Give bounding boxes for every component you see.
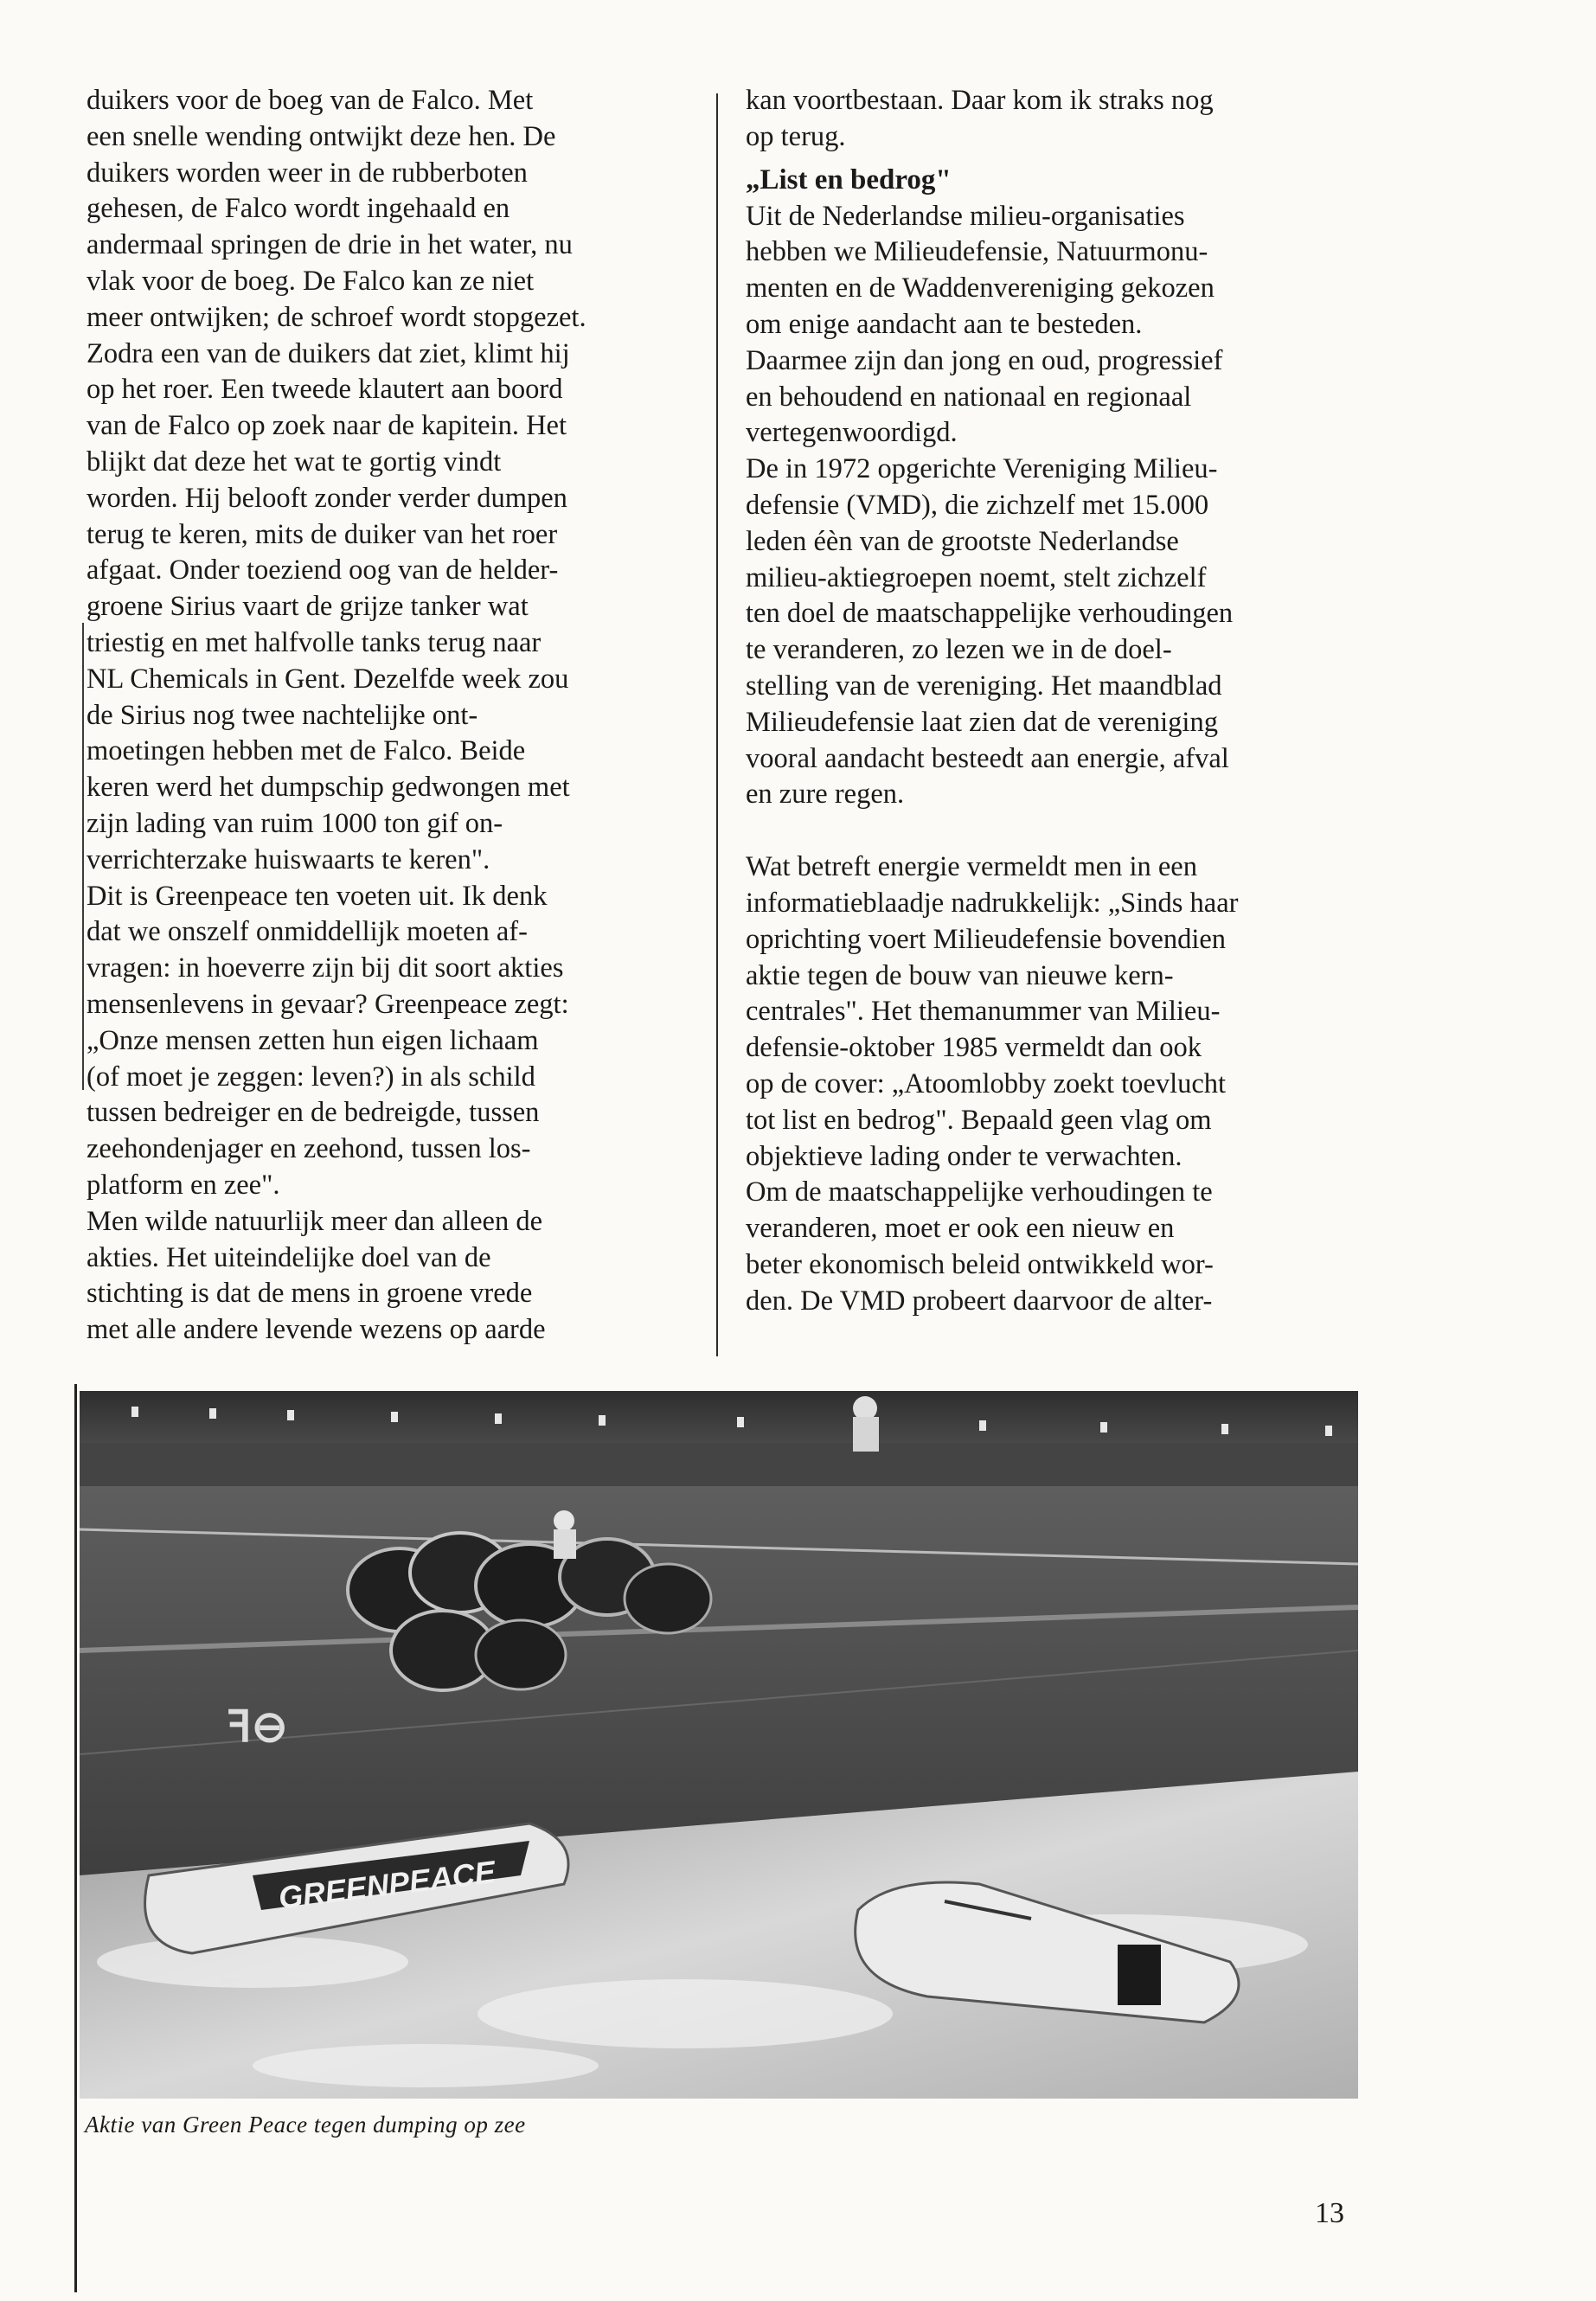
right-line: vertegenwoordigd.: [746, 417, 958, 449]
left-line: vlak voor de boeg. De Falco kan ze niet: [87, 265, 535, 297]
left-line: afgaat. Onder toeziend oog van de helder-: [87, 554, 559, 586]
right-line: objektieve lading onder te verwachten.: [746, 1140, 1183, 1172]
right-line: beter ekonomisch beleid ontwikkeld wor-: [746, 1248, 1214, 1280]
right-line: op de cover: „Atoomlobby zoekt toevlucht: [746, 1067, 1227, 1099]
boat-label: GREENPEACE: [276, 1853, 497, 1916]
right-line: Milieudefensie laat zien dat de vereniging: [746, 706, 1218, 738]
left-line: tussen bedreiger en de bedreigde, tussen: [87, 1097, 540, 1129]
right-line: hebben we Milieudefensie, Natuurmonu-: [746, 236, 1208, 268]
right-line: Uit de Nederlandse milieu-organisaties: [746, 200, 1185, 232]
left-line: keren werd het dumpschip gedwongen met: [87, 772, 570, 804]
left-line: triestig en met halfvolle tanks terug naar: [87, 626, 542, 658]
right-line: Daarmee zijn dan jong en oud, progressief: [746, 344, 1223, 376]
left-line: terug te keren, mits de duiker van het roer: [87, 518, 558, 550]
left-line: duikers voor de boeg van de Falco. Met: [87, 85, 534, 116]
left-line: worden. Hij belooft zonder verder dumpen: [87, 482, 567, 514]
right-line: te veranderen, zo lezen we in de doel-: [746, 634, 1172, 666]
right-line: defensie-oktober 1985 vermeldt dan ook: [746, 1032, 1202, 1064]
left-line: een snelle wending ontwijkt deze hen. De: [87, 120, 556, 152]
right-line: en behoudend en nationaal en regionaal: [746, 381, 1192, 413]
left-line: akties. Het uiteindelijke doel van de: [87, 1241, 491, 1273]
right-line: Om de maatschappelijke verhoudingen te: [746, 1176, 1213, 1208]
right-line: leden éèn van de grootste Nederlandse: [746, 525, 1179, 557]
right-line: om enige aandacht aan te besteden.: [746, 308, 1143, 340]
left-line: blijkt dat deze het wat te gortig vindt: [87, 445, 502, 478]
left-line: Men wilde natuurlijk meer dan alleen de: [87, 1205, 543, 1237]
right-line: aktie tegen de bouw van nieuwe kern-: [746, 959, 1174, 991]
right-line: op terug.: [746, 120, 846, 152]
right-line: centrales". Het themanummer van Milieu-: [746, 996, 1221, 1028]
news-photo: [80, 1391, 1358, 2099]
left-line: Zodra een van de duikers dat ziet, klimt hij: [87, 337, 570, 369]
right-line: menten en de Waddenvereniging gekozen: [746, 272, 1215, 304]
left-line: andermaal springen de drie in het water, nu: [87, 229, 573, 261]
left-line: moetingen hebben met de Falco. Beide: [87, 735, 526, 767]
right-line: ten doel de maatschappelijke verhoudingen: [746, 598, 1234, 630]
left-column: [87, 83, 701, 1349]
left-line: mensenlevens in gevaar? Greenpeace zegt:: [87, 988, 569, 1020]
right-line: den. De VMD probeert daarvoor de alter-: [746, 1285, 1213, 1317]
outboard-motor: [1118, 1945, 1161, 2005]
right-line: veranderen, moet er ook een nieuw en: [746, 1213, 1175, 1245]
left-line: NL Chemicals in Gent. Dezelfde week zou: [87, 663, 569, 695]
left-line: verrichterzake huiswaarts te keren".: [87, 843, 490, 875]
left-line: platform en zee".: [87, 1169, 280, 1201]
right-line: informatieblaadje nadrukkelijk: „Sinds haar: [746, 887, 1239, 919]
right-line: De in 1972 opgerichte Vereniging Milieu-: [746, 453, 1218, 485]
right-line: oprichting voert Milieudefensie bovendien: [746, 923, 1227, 955]
left-line: zijn lading van ruim 1000 ton gif on-: [87, 807, 503, 839]
left-line: „Onze mensen zetten hun eigen lichaam: [87, 1024, 539, 1056]
right-line: vooral aandacht besteedt aan energie, afval: [746, 742, 1229, 774]
scan-edge-line: [74, 1384, 77, 2292]
left-line: zeehondenjager en zeehond, tussen los-: [87, 1133, 531, 1165]
photo-illustration: [80, 1391, 1358, 2099]
right-line: defensie (VMD), die zichzelf met 15.000: [746, 489, 1209, 521]
left-line: op het roer. Een tweede klautert aan boord: [87, 374, 563, 406]
left-line: Dit is Greenpeace ten voeten uit. Ik denk: [87, 880, 548, 912]
left-line: vragen: in hoeverre zijn bij dit soort akties: [87, 952, 564, 984]
left-line: duikers worden weer in de rubberboten: [87, 157, 528, 189]
left-line: de Sirius nog twee nachtelijke ont-: [87, 699, 478, 731]
left-line: gehesen, de Falco wordt ingehaald en: [87, 193, 510, 225]
margin-mark: [82, 623, 84, 1090]
section-heading: „List en bedrog": [746, 163, 952, 195]
left-line: (of moet je zeggen: leven?) in als schild: [87, 1061, 535, 1093]
right-line: stelling van de vereniging. Het maandblad: [746, 670, 1222, 702]
left-line: met alle andere levende wezens op aarde: [87, 1314, 546, 1346]
right-line: tot list en bedrog". Bepaald geen vlag om: [746, 1104, 1212, 1136]
page-number: 13: [1315, 2197, 1344, 2229]
right-line: kan voortbestaan. Daar kom ik straks nog: [746, 85, 1214, 116]
left-line: groene Sirius vaart de grijze tanker wat: [87, 591, 529, 623]
left-line: van de Falco op zoek naar de kapitein. Het: [87, 410, 567, 442]
hull-marking: ꟻ⊖: [227, 1702, 288, 1751]
right-line: Wat betreft energie vermeldt men in een: [746, 851, 1197, 883]
column-divider: [716, 93, 718, 1356]
left-line: stichting is dat de mens in groene vrede: [87, 1278, 533, 1310]
left-line: meer ontwijken; de schroef wordt stopgezet.: [87, 301, 586, 333]
right-column: [746, 83, 1377, 1320]
photo-caption: Aktie van Green Peace tegen dumping op zee: [85, 2112, 526, 2138]
left-line: dat we onszelf onmiddellijk moeten af-: [87, 916, 528, 948]
right-line: milieu-aktiegroepen noemt, stelt zichzelf: [746, 561, 1207, 593]
right-line: en zure regen.: [746, 779, 905, 811]
